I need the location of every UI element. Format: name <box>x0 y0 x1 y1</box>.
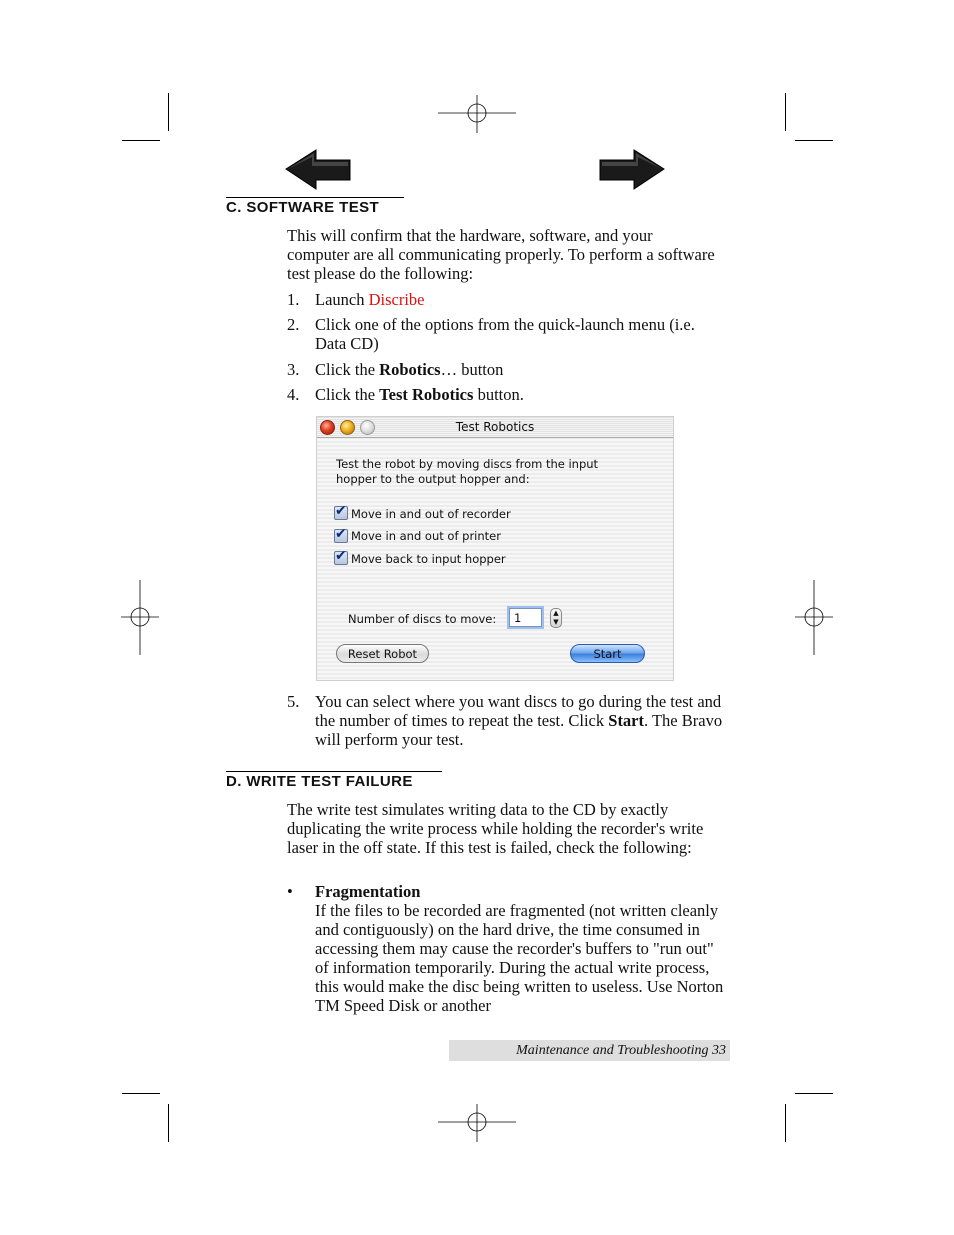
printer-checkbox[interactable] <box>334 529 348 543</box>
dialog-description-line1: Test the robot by moving discs from the input <box>336 457 599 471</box>
discs-count-input[interactable]: 1 <box>509 608 542 627</box>
previous-page-arrow-icon[interactable] <box>282 147 354 192</box>
reset-robot-button[interactable]: Reset Robot <box>336 644 429 663</box>
discs-count-stepper[interactable] <box>550 608 562 628</box>
discribe-link[interactable]: Discribe <box>368 290 425 309</box>
stepper-up-icon[interactable]: ▲ <box>553 609 559 617</box>
input-hopper-checkbox[interactable] <box>334 551 348 565</box>
bullet-text: If the files to be recorded are fragmented (not written cleanly and contiguously) on the hard drive, the time consumed in accessing them may cause the recorder's buffers to "run out" of information temporarily. During the actual write process, this would make the disc being written to useless. Use Norton TM Speed Disk or another <box>315 901 724 1015</box>
stepper-down-icon[interactable]: ▼ <box>553 618 559 626</box>
section-c-intro: This will confirm that the hardware, software, and your computer are all communicating properly. To perform a software test please do the following: <box>287 226 715 283</box>
registration-mark-bottom <box>438 1104 516 1142</box>
start-button[interactable]: Start <box>570 644 645 663</box>
registration-mark-top <box>438 95 516 133</box>
step-number: 2. <box>287 315 300 334</box>
recorder-option-label: Move in and out of recorder <box>351 507 511 521</box>
section-c-heading: C. SOFTWARE TEST <box>226 197 404 216</box>
step-number: 1. <box>287 290 300 309</box>
next-page-arrow-icon[interactable] <box>596 147 668 192</box>
step-number: 4. <box>287 385 300 404</box>
section-d-intro: The write test simulates writing data to the CD by exactly duplicating the write process while holding the recorder's write laser in the off state. If this test is failed, check the following: <box>287 800 704 857</box>
step-number: 5. <box>287 692 300 711</box>
dialog-description-line2: hopper to the output hopper and: <box>336 472 530 486</box>
test-robotics-dialog <box>317 417 673 680</box>
step-text: Click one of the options from the quick-launch menu (i.e. Data CD) <box>315 315 695 353</box>
input-hopper-option-label: Move back to input hopper <box>351 552 506 566</box>
registration-mark-right <box>795 580 833 655</box>
step-number: 3. <box>287 360 300 379</box>
recorder-checkbox[interactable] <box>334 506 348 520</box>
dialog-titlebar <box>317 417 673 438</box>
bullet-marker: • <box>287 882 293 901</box>
registration-mark-left <box>121 580 159 655</box>
footer-text: Maintenance and Troubleshooting 33 <box>516 1043 726 1058</box>
discs-count-label: Number of discs to move: <box>348 612 497 626</box>
page-footer <box>449 1040 730 1061</box>
section-d-heading: D. WRITE TEST FAILURE <box>226 771 442 790</box>
printer-option-label: Move in and out of printer <box>351 529 501 543</box>
bullet-title: Fragmentation <box>315 882 421 901</box>
dialog-title: Test Robotics <box>455 420 535 434</box>
